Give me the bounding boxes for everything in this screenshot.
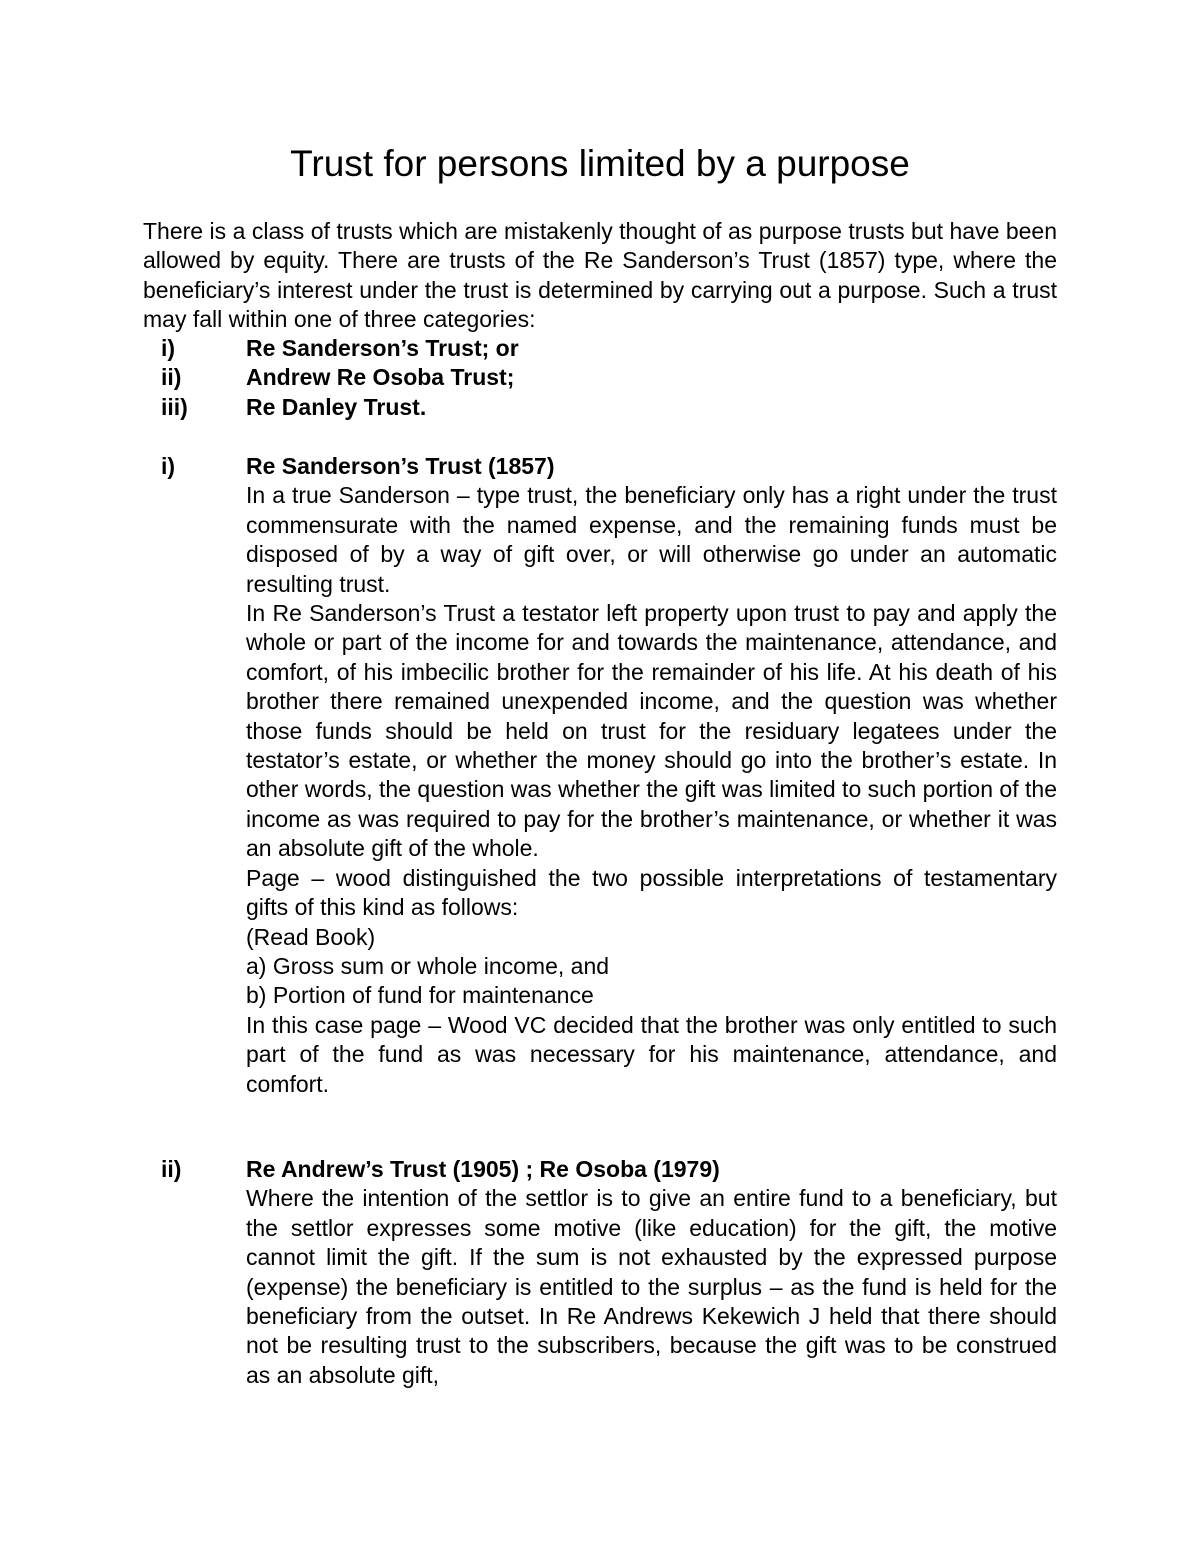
list-item [143, 334, 1057, 363]
list-item [143, 363, 1057, 392]
section-body [246, 452, 1057, 1099]
list-item-b: b) Portion of fund for maintenance [246, 982, 594, 1009]
intro-text: There is a class of trusts which are mistakenly thought of as purpose trusts but have been allowed by equity. There are trusts of the Re Sanderson’s Trust (1857) type, where the beneficiary’s interest under the trust is determined by carrying out a purpose. Such a trust may fall within one of three categories: [143, 218, 1057, 333]
section-heading: Re Sanderson’s Trust (1857) [246, 453, 555, 479]
section-paragraph: In a true Sanderson – type trust, the beneficiary only has a right under the trust commensurate with the named expense, and the remaining funds must be disposed of by a way of gift over, or will otherwise go under an automatic resulting trust. [246, 482, 1057, 597]
section-number: ii) [161, 1156, 182, 1182]
list-text: Andrew Re Osoba Trust; [246, 364, 515, 391]
section-paragraph: Page – wood distinguished the two possible interpretations of testamentary gifts of this kind as follows: [246, 864, 1057, 921]
section-heading: Re Andrew’s Trust (1905) ; Re Osoba (1979) [246, 1156, 720, 1182]
list-number: iii) [161, 393, 188, 420]
list-item [143, 393, 1057, 422]
section-paragraph: Where the intention of the settlor is to give an entire fund to a beneficiary, but the settlor expresses some motive (like education) for the gift, the motive cannot limit the gift. If the sum is not exhausted by the expressed purpose (expense) the beneficiary is entitled to the surplus – as the fund is held for the beneficiary from the outset. In Re Andrews Kekewich J held that there should not be resulting trust to the subscribers, because the gift was to be construed as an absolute gift, [246, 1185, 1057, 1388]
page-title: Trust for persons limited by a purpose [290, 143, 910, 184]
intro-paragraph [143, 217, 1057, 335]
list-text: Re Sanderson’s Trust; or [246, 335, 519, 361]
list-text: Re Danley Trust. [246, 393, 427, 420]
section-paragraph: In Re Sanderson’s Trust a testator left property upon trust to pay and apply the whole or part of the income for and towards the maintenance, attendance, and comfort, of his imbecilic brother for the remainder of his life. At his death of his brother there remained unexpended income, and the question was whether those funds should be held on trust for the residuary legatees under the testator’s estate, or whether the money should go into the brother’s estate. In other words, the question was whether the gift was limited to such portion of the income as was required to pay for the brother’s maintenance, or whether it was an absolute gift of the whole. [246, 600, 1057, 862]
section-paragraph: In this case page – Wood VC decided that the brother was only entitled to such part of the fund as was necessary for his maintenance, attendance, and comfort. [246, 1011, 1057, 1097]
read-book-note: (Read Book) [246, 923, 376, 950]
list-item-a: a) Gross sum or whole income, and [246, 952, 610, 979]
list-number: ii) [161, 364, 182, 391]
list-number: i) [161, 335, 176, 361]
section-number: i) [161, 453, 176, 479]
section-body [246, 1155, 1057, 1390]
category-list [143, 334, 1057, 422]
